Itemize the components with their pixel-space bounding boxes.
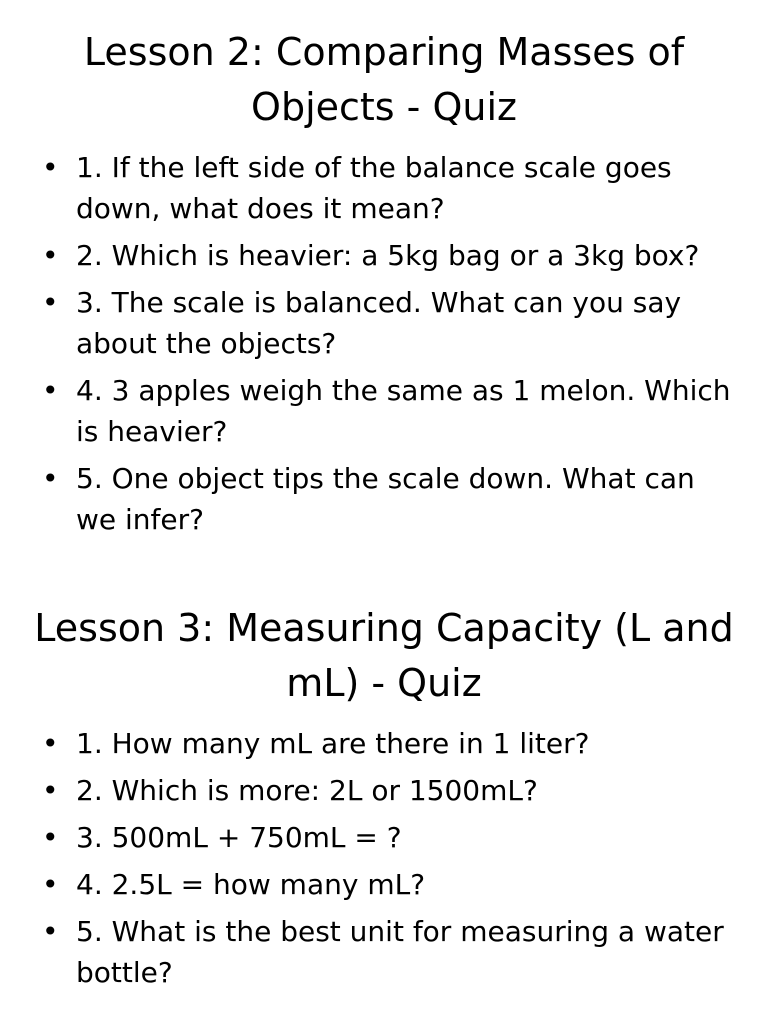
bullet-icon: • xyxy=(42,286,59,319)
lesson-3-title: Lesson 3: Measuring Capacity (L and mL) - Quiz xyxy=(34,606,734,705)
list-item xyxy=(0,817,768,858)
bullet-icon: • xyxy=(42,774,59,807)
lesson-2-section xyxy=(0,25,768,546)
question-text: 2. Which is heavier: a 5kg bag or a 3kg box? xyxy=(76,239,700,272)
bullet-icon: • xyxy=(42,239,59,272)
list-item xyxy=(0,370,768,452)
question-text: 1. How many mL are there in 1 liter? xyxy=(76,727,590,760)
list-item xyxy=(0,770,768,811)
question-text: 5. What is the best unit for measuring a water bottle? xyxy=(76,915,724,989)
bullet-icon: • xyxy=(42,821,59,854)
bullet-icon: • xyxy=(42,151,59,184)
list-item xyxy=(0,282,768,364)
list-item xyxy=(0,147,768,229)
list-item xyxy=(0,235,768,276)
list-item xyxy=(0,458,768,540)
lesson-3-section xyxy=(0,601,768,999)
list-item xyxy=(0,911,768,993)
question-text: 5. One object tips the scale down. What can we infer? xyxy=(76,462,695,536)
question-text: 2. Which is more: 2L or 1500mL? xyxy=(76,774,538,807)
bullet-icon: • xyxy=(42,915,59,948)
list-item xyxy=(0,723,768,764)
lesson-2-question-list xyxy=(0,147,768,540)
question-text: 3. The scale is balanced. What can you say about the objects? xyxy=(76,286,682,360)
question-text: 1. If the left side of the balance scale goes down, what does it mean? xyxy=(76,151,672,225)
question-text: 4. 3 apples weigh the same as 1 melon. Which is heavier? xyxy=(76,374,731,448)
lesson-2-title: Lesson 2: Comparing Masses of Objects - Quiz xyxy=(83,30,685,129)
bullet-icon: • xyxy=(42,462,59,495)
bullet-icon: • xyxy=(42,374,59,407)
list-item xyxy=(0,864,768,905)
bullet-icon: • xyxy=(42,727,59,760)
question-text: 3. 500mL + 750mL = ? xyxy=(76,821,402,854)
bullet-icon: • xyxy=(42,868,59,901)
lesson-3-question-list xyxy=(0,723,768,993)
question-text: 4. 2.5L = how many mL? xyxy=(76,868,426,901)
